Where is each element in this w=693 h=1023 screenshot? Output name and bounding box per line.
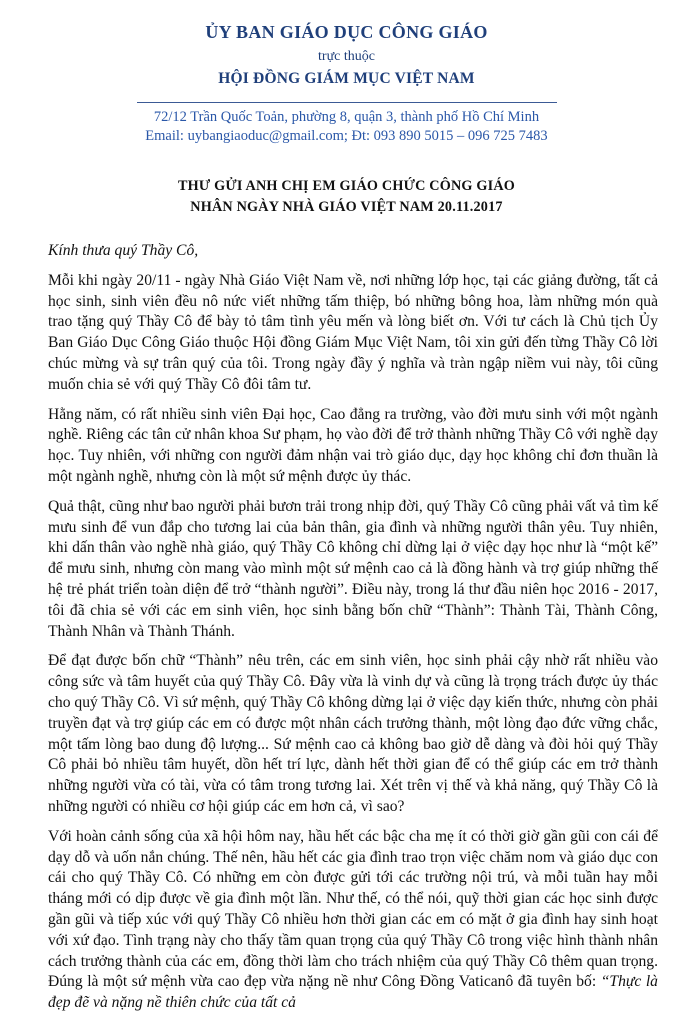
affiliation-subline: trực thuộc	[318, 49, 375, 64]
organization-title: ỦY BAN GIÁO DỤC CÔNG GIÁO	[205, 22, 488, 42]
header-divider	[137, 102, 557, 103]
paragraph-5	[48, 827, 658, 1014]
council-quote: “Thực là đẹp đẽ và nặng nề thiên chức của tất cả	[48, 973, 658, 1012]
letter-heading	[0, 178, 693, 216]
council-name: HỘI ĐỒNG GIÁM MỤC VIỆT NAM	[218, 70, 475, 87]
letter-body	[48, 241, 658, 1023]
letter-heading-line-2: NHÂN NGÀY NHÀ GIÁO VIỆT NAM 20.11.2017	[190, 199, 503, 215]
paragraph-1: Mỗi khi ngày 20/11 - ngày Nhà Giáo Việt Nam về, nơi những lớp học, tại các giảng đường, tất cả học sinh, sinh viên đều nô nức viết những tấm thiệp, bó những bông hoa, làm những món quà trao tặng quý Thầy Cô để bày tỏ tâm tình yêu mến và lòng biết ơn. Với tư cách là Chủ tịch Ủy Ban Giáo Dục Công Giáo thuộc Hội đồng Giám Mục Việt Nam, tôi xin gửi đến từng Thầy Cô lời chúc mừng và sự trân quý của tôi. Trong ngày đầy ý nghĩa và tràn ngập niềm vui này, tôi cũng muốn chia sẻ với quý Thầy Cô đôi tâm tư.	[48, 271, 658, 393]
paragraph-3: Quả thật, cũng như bao người phải bươn trải trong nhịp đời, quý Thầy Cô cũng phải vất vả tìm kế mưu sinh để vun đắp cho tương lai của bản thân, gia đình và những người thân yêu. Tuy nhiên, khi dấn thân vào nghề nhà giáo, quý Thầy Cô không chỉ dừng lại ở việc dạy học như là “một kế” để mưu sinh, nhưng còn mang vào mình một sứ mệnh cao cả là đồng hành và trợ giúp những thế hệ trẻ phát triển toàn diện để trở “thành người”. Điều này, trong lá thư đầu niên học 2016 - 2017, tôi đã chia sẻ với các em sinh viên, học sinh bằng bốn chữ “Thành”: Thành Tài, Thành Công, Thành Nhân và Thành Thánh.	[48, 497, 658, 640]
salutation: Kính thưa quý Thầy Cô,	[48, 242, 199, 259]
paragraph-4: Để đạt được bốn chữ “Thành” nêu trên, các em sinh viên, học sinh phải cậy nhờ rất nhiều vào công sức và tâm huyết của quý Thầy Cô. Đây vừa là vinh dự và cũng là trọng trách được ủy thác cho quý Thầy Cô. Vì sứ mệnh, quý Thầy Cô không dừng lại ở việc dạy kiến thức, nhưng còn phải truyền đạt và trợ giúp các em có được một nhân cách trưởng thành, một lòng đạo đức vững chắc, một tấm lòng bao dung độ lượng... Sứ mệnh cao cả không bao giờ dễ dàng và đòi hỏi quý Thầy Cô phải bỏ nhiều tâm huyết, dồn hết trí lực, dành hết thời gian để có thể giúp các em trở thành những người vừa có tài, vừa có tâm trong tương lai. Xét trên vị thế và khả năng, quý Thầy Cô là những người có nhiều cơ hội giúp các em hơn cả, vì sao?	[48, 652, 658, 815]
letterhead	[0, 22, 693, 145]
contact-line: Email: uybangiaoduc@gmail.com; Đt: 093 890 5015 – 096 725 7483	[145, 128, 548, 144]
letter-heading-line-1: THƯ GỬI ANH CHỊ EM GIÁO CHỨC CÔNG GIÁO	[177, 178, 516, 194]
paragraph-5-text: Với hoàn cảnh sống của xã hội hôm nay, hầu hết các bậc cha mẹ ít có thời giờ gần gũi con cái để dạy dỗ và uốn nắn chúng. Thế nên, hầu hết các gia đình trao trọn việc chăm nom và giáo dục con cái cho quý Thầy Cô. Có những em còn được gửi tới các trường nội trú, và mỗi tuần hay mỗi tháng mới có dịp được về gia đình một lần. Như thế, có thể nói, quỹ thời gian các học sinh được gần gũi và tiếp xúc với quý Thầy Cô nhiều hơn thời gian các em có mặt ở gia đình hay sinh hoạt với xứ đạo. Tình trạng này cho thấy tầm quan trọng của quý Thầy Cô trong việc hình thành nhân cách trưởng thành của các em, đồng thời làm cho trách nhiệm của quý Thầy Cô thêm quan trọng. Đúng là một sứ mệnh vừa cao đẹp vừa nặng nề như Công Đồng Vaticanô đã tuyên bố:	[48, 827, 658, 991]
paragraph-2: Hằng năm, có rất nhiều sinh viên Đại học, Cao đẳng ra trường, vào đời mưu sinh với một ngành nghề. Riêng các tân cử nhân khoa Sư phạm, họ vào đời để trở thành những Thầy Cô với nghề dạy học. Tuy nhiên, với những con người đảm nhận vai trò giáo dục, dạy học không chỉ đơn thuần là một ngành nghề, nhưng còn là một sứ mệnh được ủy thác.	[48, 405, 658, 485]
address-line: 72/12 Trần Quốc Toản, phường 8, quận 3, thành phố Hồ Chí Minh	[153, 109, 540, 125]
